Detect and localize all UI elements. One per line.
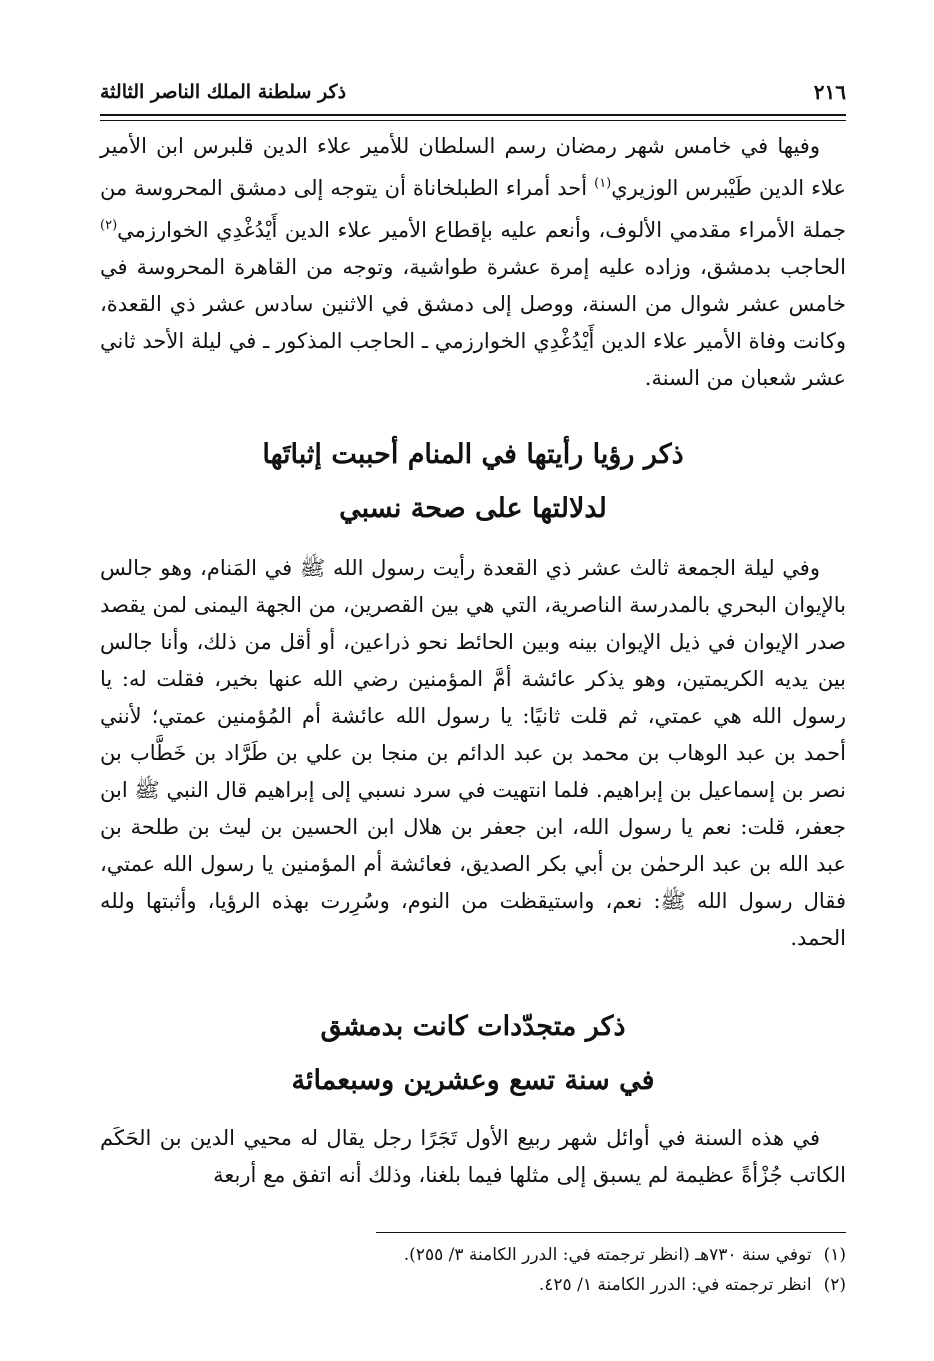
paragraph-1-part-1: وفيها في خامس شهر رمضان رسم السلطان للأمير علاء الدين قلبرس ابن الأمير علاء الدين طَيْبرس الوزيري [100,134,846,200]
footnote-divider [376,1232,846,1233]
section-heading-1-line-1: ذكر رؤيا رأيتها في المنام أحببت إثباتَها [262,439,684,470]
paragraph-1-part-3: الحاجب بدمشق، وزاده عليه إمرة عشرة طواشية، وتوجه من القاهرة المحروسة في خامس عشر شوال من السنة، ووصل إلى دمشق في الاثنين سادس عشر ذي القعدة، وكانت وفاة الأمير علاء الدين أَيْدُغْدِي الخوارزمي ـ الحاجب المذكور ـ في ليلة الأحد ثاني عشر شعبان من السنة. [100,255,846,390]
footnote-2-text: انظر ترجمته في: الدرر الكامنة ١/ ٤٢٥. [538,1275,812,1295]
section-heading-1-line-2: لدلالتها على صحة نسبي [339,493,607,524]
section-heading-2 [100,1000,846,1108]
footnote-1-number: (١) [823,1245,846,1265]
header-divider [100,114,846,121]
page-header [100,72,846,112]
page-number: ٢١٦ [813,80,846,104]
footnote-ref-2: (٢) [100,218,118,233]
paragraph-1-part-2: أحد أمراء الطبلخاناة أن يتوجه إلى دمشق المحروسة من جملة الأمراء مقدمي الألوف، وأنعم عليه بإقطاع الأمير علاء الدين أَيْدُغْدِي الخوارزمي [100,176,846,242]
footnote-ref-1: (١) [594,176,612,191]
section-heading-2-line-1: ذكر متجدّدات كانت بدمشق [320,1011,626,1042]
footnote-2-number: (٢) [823,1275,846,1295]
section-heading-2-line-2: في سنة تسع وعشرين وسبعمائة [291,1065,655,1096]
paragraph-3: في هذه السنة في أوائل شهر ربيع الأول تَجَرًا رجل يقال له محيي الدين بن الحَكَم الكاتب جُزْأةً عظيمة لم يسبق إلى مثلها فيما بلغنا، وذلك أنه اتفق مع أربعة [100,1126,846,1187]
paragraph-2: وفي ليلة الجمعة ثالث عشر ذي القعدة رأيت رسول الله ﷺ في المَنام، وهو جالس بالإيوان البحري بالمدرسة الناصرية، التي هي بين القصرين، من الجهة اليمنى لمن يقصد صدر الإيوان في ذيل الإيوان بينه وبين الحائط نحو ذراعين، أو أقل من ذلك، وأنا جالس بين يديه الكريمتين، وهو يذكر عائشة أمَّ المؤمنين رضي الله عنها بخير، فقلت له: يا رسول الله هي عمتي، ثم قلت ثانيًا: يا رسول الله عائشة أم المُؤمنين عمتي؛ لأنني أحمد بن عبد الوهاب بن محمد بن عبد الدائم بن منجا بن علي بن طَرَّاد بن خَطَّاب بن نصر بن إسماعيل بن إبراهيم. فلما انتهيت في سرد نسبي إلى إبراهيم قال النبي ﷺ ابن جعفر، قلت: نعم يا رسول الله، ابن جعفر بن هلال ابن الحسين بن ليث بن طلحة بن عبد الله بن عبد الرحمٰن بن أبي بكر الصديق، فعائشة أم المؤمنين يا رسول الله عمتي، فقال رسول الله ﷺ: نعم، واستيقظت من النوم، وسُرِرت بهذه الرؤيا، وأثبتها ولله الحمد. [100,556,846,950]
footnote-1-text: توفي سنة ٧٣٠هـ (انظر ترجمته في: الدرر الكامنة ٣/ ٢٥٥). [403,1245,812,1265]
section-heading-1 [100,428,846,536]
paragraph-1 [100,128,846,397]
footnote-1 [100,1240,846,1270]
footnote-2 [100,1270,846,1300]
footnotes [100,1240,846,1300]
running-title: ذكر سلطنة الملك الناصر الثالثة [100,81,347,103]
